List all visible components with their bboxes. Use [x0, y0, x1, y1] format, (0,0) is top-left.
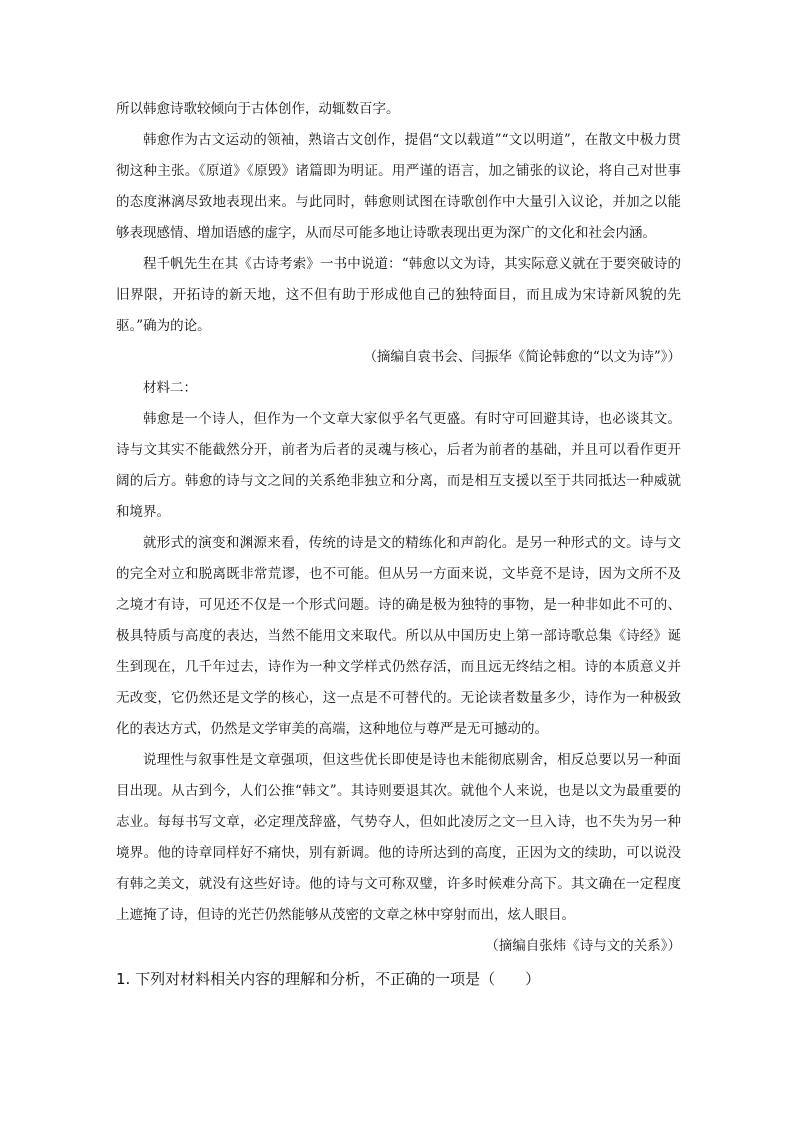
question-1: 1. 下列对材料相关内容的理解和分析，不正确的一项是（ ）	[116, 970, 541, 988]
source-citation-2: （摘编自张炜《诗与文的关系》）	[485, 938, 681, 954]
material-two-heading: 材料二：	[143, 380, 197, 396]
document-content	[116, 94, 681, 996]
source-citation-1: （摘编自袁书会、闫振华《简论韩愈的“以文为诗”》）	[363, 349, 681, 365]
paragraph-cheng-qianfan-quote: 程千帆先生在其《古诗考索》一书中说道：“韩愈以文为诗，其实际意义就在于要突破诗的旧界限，开拓诗的新天地，这不但有助于形成他自己的独特面目，而且成为宋诗新风貌的先驱。”确为的论。	[116, 256, 681, 334]
paragraph-continuation: 所以韩愈诗歌较倾向于古体创作，动辄数百字。	[116, 101, 400, 117]
paragraph-form-evolution: 就形式的演变和渊源来看，传统的诗是文的精练化和声韵化。是另一种形式的文。诗与文的完全对立和脱离既非常荒谬，也不可能。但从另一方面来说，文毕竟不是诗，因为文所不及之境才有诗，可见还不仅是一个形式问题。诗的确是极为独特的事物，是一种非如此不可的、极具特质与高度的表达，当然不能用文来取代。所以从中国历史上第一部诗歌总集《诗经》诞生到现在，几千年过去，诗作为一种文学样式仍然存活，而且远无终结之相。诗的本质意义并无改变，它仍然还是文学的核心，这一点是不可替代的。无论读者数量多少，诗作为一种极致化的表达方式，仍然是文学审美的高端，这种地位与尊严是无可撼动的。	[116, 535, 681, 737]
paragraph-reasoning-narrative: 说理性与叙事性是文章强项，但这些优长即使是诗也未能彻底剔舍，相反总要以另一种面目出现。从古到今，人们公推“韩文”。其诗则要退其次。就他个人来说，也是以文为最重要的志业。每每书写文章，必定理茂辞盛，气势夺人，但如此凌厉之文一旦入诗，也不失为另一种境界。他的诗章同样好不痛快，别有新调。他的诗所达到的高度，正因为文的续助，可以说没有韩之美文，就没有这些好诗。他的诗与文可称双璧，许多时候难分高下。其文确在一定程度上遮掩了诗，但诗的光芒仍然能够从茂密的文章之林中穿射而出，炫人眼目。	[116, 752, 681, 923]
paragraph-han-yu-prose: 韩愈作为古文运动的领袖，熟谙古文创作，提倡“文以载道”“文以明道”，在散文中极力贯彻这种主张。《原道》《原毁》诸篇即为明证。用严谨的语言，加之铺张的议论，将自己对世事的态度淋漓尽致地表现出来。与此同时，韩愈则试图在诗歌创作中大量引入议论，并加之以能够表现感情、增加语感的虚字，从而尽可能多地让诗歌表现出更为深广的文化和社会内涵。	[116, 132, 681, 241]
paragraph-poet-and-essayist: 韩愈是一个诗人，但作为一个文章大家似乎名气更盛。有时守可回避其诗，也必谈其文。诗与文其实不能截然分开，前者为后者的灵魂与核心，后者为前者的基础，并且可以看作更开阔的后方。韩愈的诗与文之间的关系绝非独立和分离，而是相互支援以至于共同抵达一种威就和境界。	[116, 411, 681, 520]
